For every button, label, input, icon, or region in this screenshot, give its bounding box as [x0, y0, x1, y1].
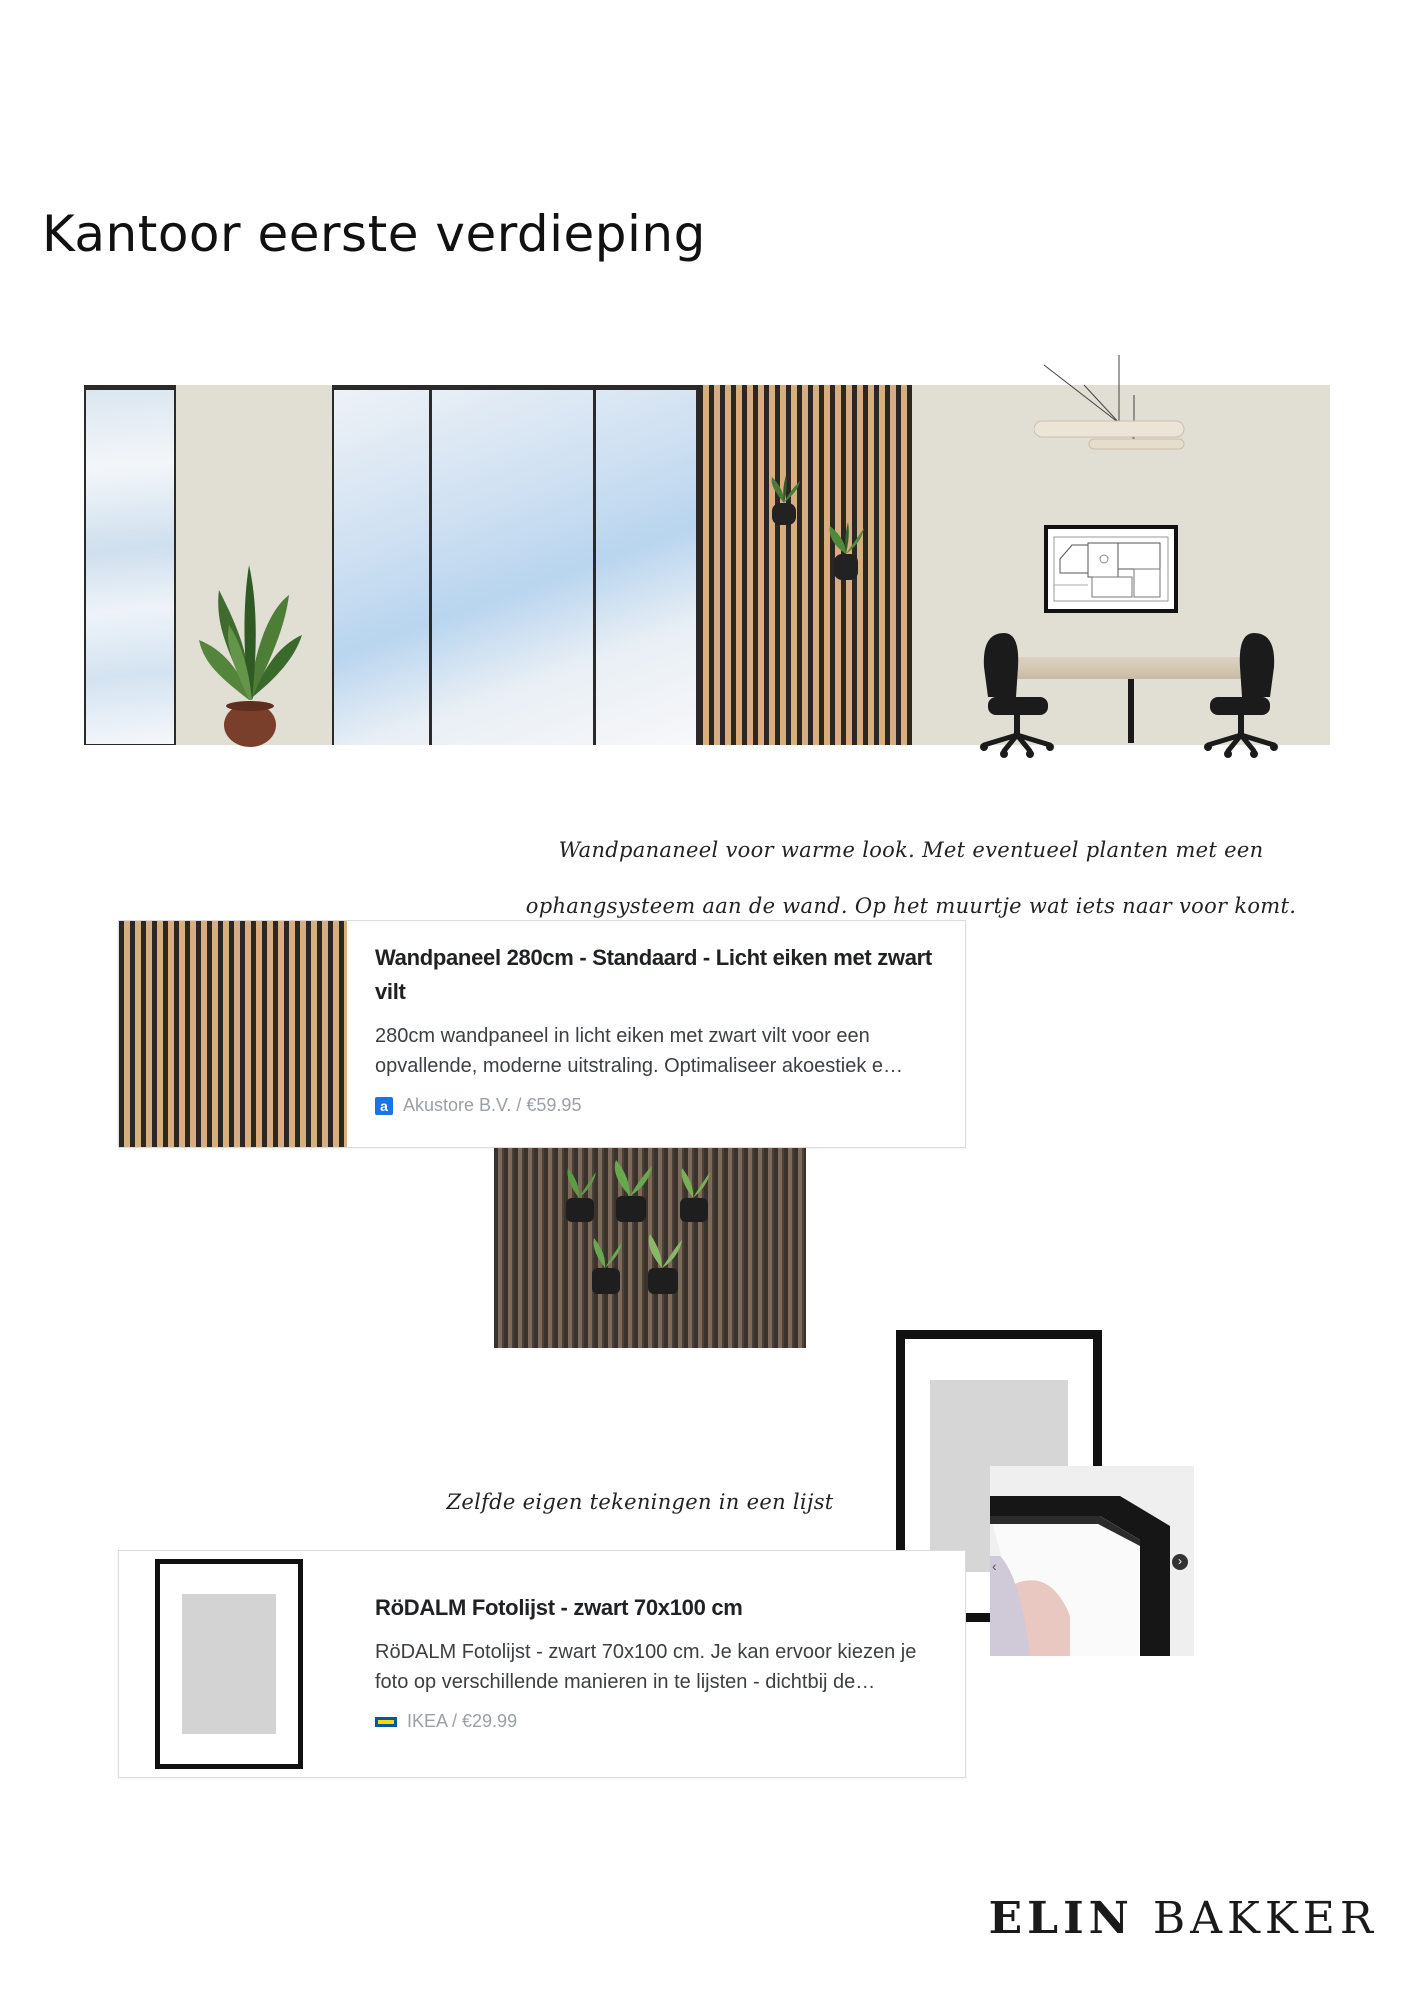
- office-chair-icon: [1194, 627, 1284, 767]
- note-drawings: Zelfde eigen tekeningen in een lijst: [446, 1490, 834, 1514]
- page-title: Kantoor eerste verdieping: [42, 205, 706, 263]
- brand-last-name: BAKKER: [1152, 1893, 1378, 1944]
- office-elevation: [84, 385, 1330, 745]
- akustore-favicon-icon: a: [375, 1097, 393, 1115]
- plant-icon: [766, 475, 802, 527]
- product-description: 280cm wandpaneel in licht eiken met zwart vilt voor een opvallende, moderne uitstraling. Optimaliseer akoestiek e…: [375, 1025, 904, 1077]
- office-chair-icon: [974, 627, 1064, 767]
- brand-logo: [989, 1893, 1378, 1944]
- plant-icon: [826, 520, 866, 582]
- product-description: RöDALM Fotolijst - zwart 70x100 cm. Je kan ervoor kiezen je foto op verschillende manieren in te lijsten - dichtbij de…: [375, 1641, 917, 1693]
- product-source-text: IKEA / €29.99: [407, 1711, 518, 1731]
- framed-floorplan: [1044, 525, 1178, 613]
- plant-icon: [194, 550, 304, 750]
- table-leg: [1128, 679, 1134, 743]
- product-card-wall-panel[interactable]: [118, 920, 966, 1148]
- product-source-text: Akustore B.V. / €59.95: [403, 1095, 582, 1115]
- product-image-wall-panel: [119, 921, 347, 1147]
- window-group: [332, 385, 698, 745]
- product-title[interactable]: RöDALM Fotolijst - zwart 70x100 cm: [375, 1595, 743, 1620]
- ikea-favicon-icon: [375, 1717, 397, 1727]
- product-title[interactable]: Wandpaneel 280cm - Standaard - Licht eiken met zwart vilt: [375, 945, 932, 1004]
- note-wall-panel: Wandpananeel voor warme look. Met eventueel planten met een ophangsysteem aan de wand. Op het muurtje wat iets naar voor komt.: [525, 838, 1297, 918]
- window-left: [84, 385, 176, 745]
- pendant-lamp-icon: [1034, 355, 1204, 475]
- frame-corner-image: [990, 1466, 1194, 1656]
- product-card-frame[interactable]: [118, 1550, 966, 1778]
- wall-panel-slats: [698, 385, 912, 745]
- chevron-right-icon[interactable]: ›: [1172, 1554, 1188, 1570]
- chevron-left-icon[interactable]: ‹: [992, 1558, 997, 1574]
- product-source: [375, 1095, 935, 1116]
- product-source: [375, 1711, 945, 1732]
- plant-wall-image: [494, 1148, 806, 1348]
- plant-icon: [566, 1160, 710, 1294]
- product-image-frame: [155, 1559, 303, 1769]
- brand-first-name: ELIN: [988, 1893, 1134, 1944]
